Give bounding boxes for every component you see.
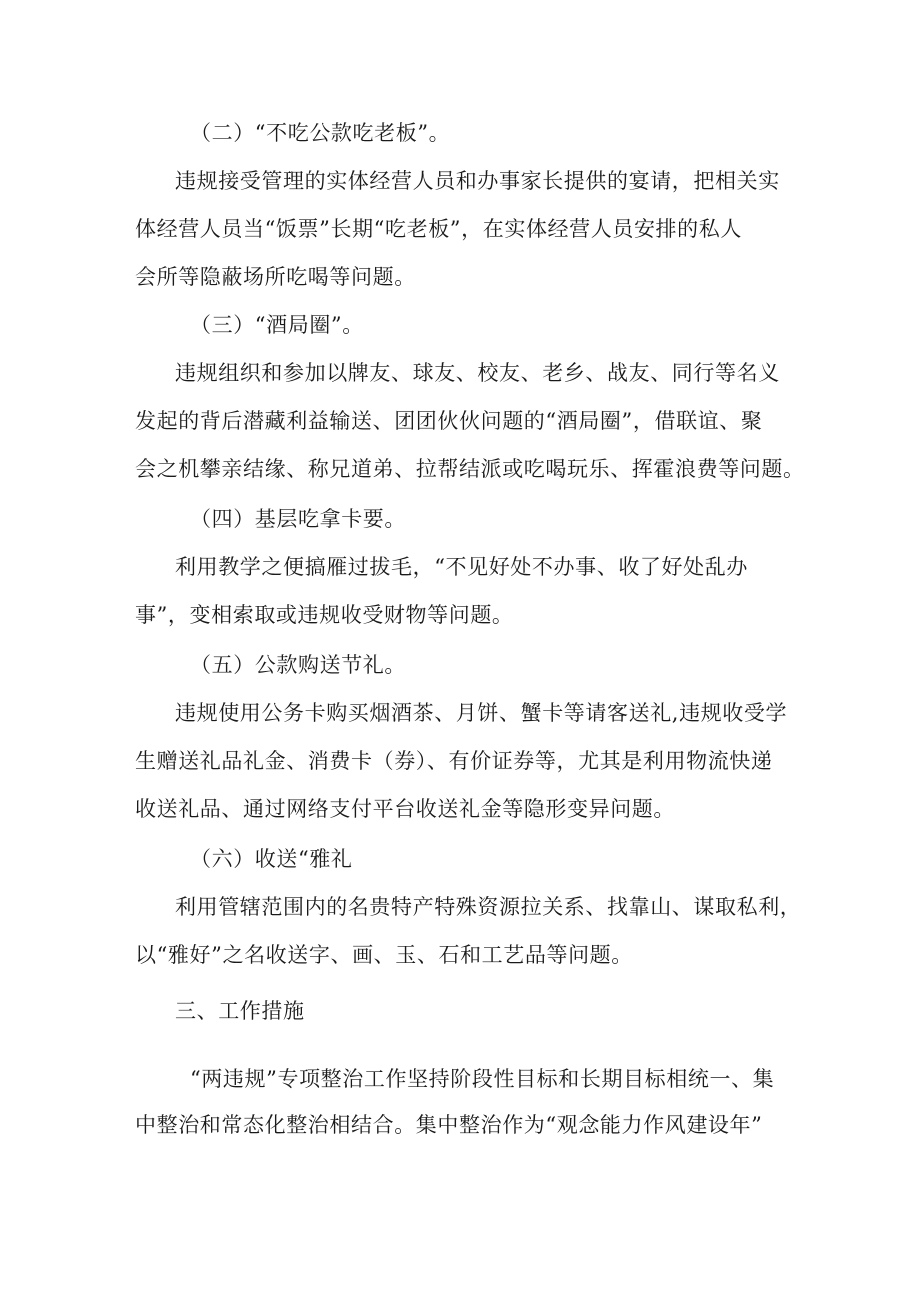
- section-heading-3: 三、工作措施: [175, 999, 305, 1023]
- paragraph-line: 违规使用公务卡购买烟酒茶、月饼、蟹卡等请客送礼,违规收受学: [175, 701, 788, 725]
- paragraph-line: 以“雅好”之名收送字、画、玉、石和工艺品等问题。: [135, 943, 633, 967]
- paragraph-line: 中整治和常态化整治相结合。集中整治作为“观念能力作风建设年”: [135, 1113, 763, 1137]
- heading-4: （四）基层吃拿卡要。: [190, 507, 406, 531]
- paragraph-line: 生赠送礼品礼金、消费卡（券）、有价证券等，尤其是利用物流快递: [135, 749, 773, 773]
- heading-6: （六）收送“雅礼: [190, 847, 353, 871]
- paragraph-line: “两违规”专项整治工作坚持阶段性目标和长期目标相统一、集: [190, 1067, 775, 1091]
- paragraph-line: 会所等隐蔽场所吃喝等问题。: [135, 265, 416, 289]
- paragraph-line: 违规接受管理的实体经营人员和办事家长提供的宴请，把相关实: [175, 169, 780, 193]
- heading-3: （三）“酒局圈”。: [190, 313, 364, 337]
- heading-5: （五）公款购送节礼。: [190, 653, 406, 677]
- paragraph-line: 会之机攀亲结缘、称兄道弟、拉帮结派或吃喝玩乐、挥霍浪费等问题。: [135, 457, 805, 481]
- paragraph-line: 事”，变相索取或违规收受财物等问题。: [135, 603, 514, 627]
- heading-2: （二）“不吃公款吃老板”。: [190, 121, 451, 145]
- paragraph-line: 收送礼品、通过网络支付平台收送礼金等隐形变异问题。: [135, 797, 675, 821]
- paragraph-line: 利用管辖范围内的名贵特产特殊资源拉关系、找靠山、谋取私利，: [175, 895, 802, 919]
- paragraph-line: 体经营人员当“饭票”长期“吃老板”，在实体经营人员安排的私人: [135, 217, 742, 241]
- paragraph-line: 利用教学之便搞雁过拔毛，“不见好处不办事、收了好处乱办: [175, 555, 748, 579]
- paragraph-line: 违规组织和参加以牌友、球友、校友、老乡、战友、同行等名义: [175, 361, 780, 385]
- paragraph-line: 发起的背后潜藏利益输送、团团伙伙问题的“酒局圈”，借联谊、聚: [135, 409, 763, 433]
